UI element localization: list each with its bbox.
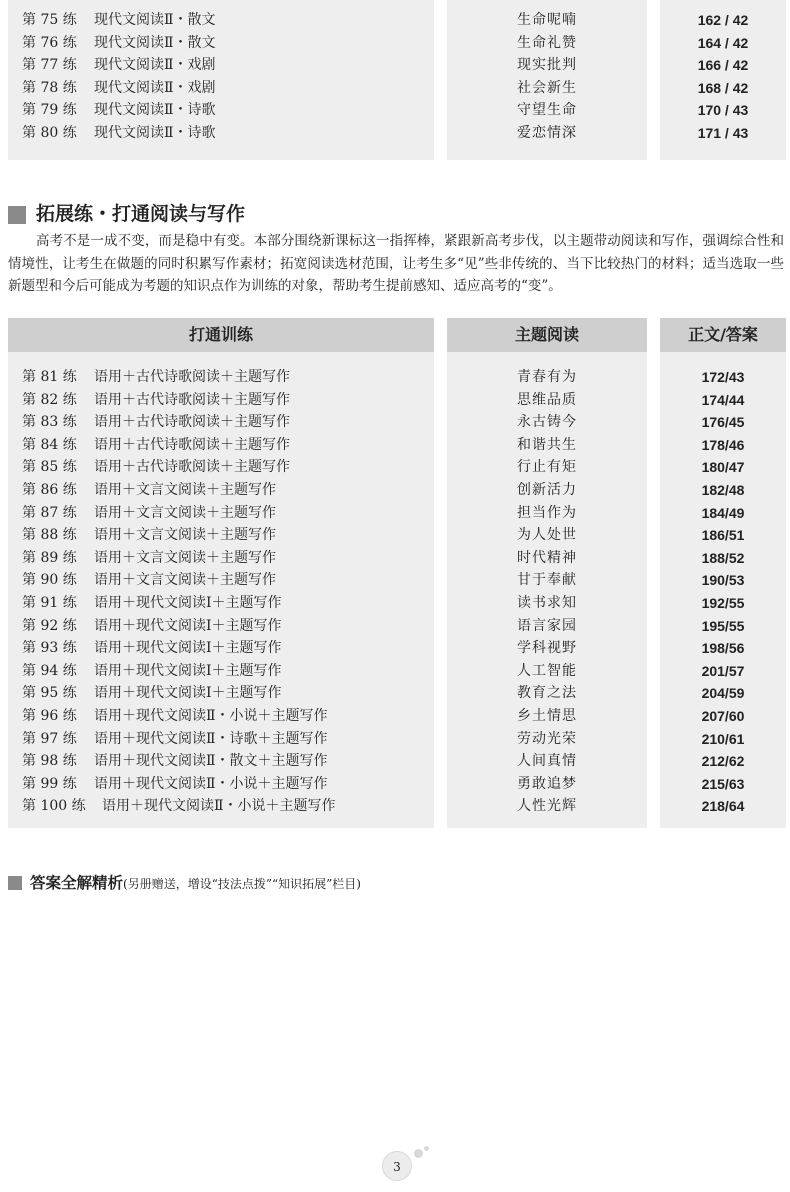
exercise-title: 现代文阅读Ⅱ・戏剧 [94, 57, 216, 74]
exercise-title: 语用＋现代文阅读Ⅰ＋主题写作 [94, 617, 282, 634]
exercise-label: 第 82 练 [22, 391, 77, 408]
page-number: 3 [382, 1151, 412, 1181]
exercise-title: 语用＋文言文阅读＋主题写作 [94, 481, 276, 498]
table-row [8, 434, 434, 457]
table-row [8, 615, 434, 638]
decorative-dot [414, 1149, 423, 1158]
theme-cell: 人工智能 [517, 662, 577, 679]
theme-cell: 思维品质 [517, 391, 577, 408]
exercise-label: 第 87 练 [22, 504, 77, 521]
top-table-training-column [8, 0, 434, 160]
table-row [8, 456, 434, 479]
page-cell: 170 / 43 [697, 102, 749, 119]
exercise-title: 现代文阅读Ⅱ・诗歌 [94, 124, 216, 141]
exercise-title: 语用＋文言文阅读＋主题写作 [94, 572, 276, 589]
exercise-title: 现代文阅读Ⅱ・诗歌 [94, 102, 216, 119]
exercise-label: 第 88 练 [22, 527, 77, 544]
page-cell: 207/60 [701, 707, 745, 724]
exercise-label: 第 80 练 [22, 124, 77, 141]
section-title: 拓展练・打通阅读与写作 [36, 203, 246, 225]
exercise-label: 第 90 练 [22, 572, 77, 589]
exercise-label: 第 97 练 [22, 730, 77, 747]
exercise-title: 语用＋文言文阅读＋主题写作 [94, 504, 276, 521]
theme-cell: 生命礼赞 [517, 34, 577, 51]
page-cell: 195/55 [701, 617, 745, 634]
theme-cell: 甘于奉献 [517, 572, 577, 589]
table-row [8, 54, 434, 77]
theme-cell: 人性光辉 [517, 798, 577, 815]
table-row [8, 660, 434, 683]
exercise-label: 第 95 练 [22, 685, 77, 702]
exercise-title: 语用＋古代诗歌阅读＋主题写作 [94, 459, 290, 476]
exercise-title: 语用＋文言文阅读＋主题写作 [94, 549, 276, 566]
exercise-label: 第 83 练 [22, 414, 77, 431]
page-cell: 166 / 42 [697, 57, 749, 74]
exercise-label: 第 77 练 [22, 57, 77, 74]
table-row [8, 569, 434, 592]
exercise-title: 语用＋现代文阅读Ⅱ・诗歌＋主题写作 [94, 730, 328, 747]
theme-cell: 读书求知 [517, 594, 577, 611]
main-table-theme-column [447, 318, 647, 828]
table-row [8, 411, 434, 434]
exercise-title: 语用＋现代文阅读Ⅱ・小说＋主题写作 [94, 707, 328, 724]
exercise-title: 语用＋现代文阅读Ⅰ＋主题写作 [94, 662, 282, 679]
page-cell: 210/61 [701, 730, 745, 747]
page-cell: 186/51 [701, 527, 745, 544]
table-row [8, 750, 434, 773]
exercise-title: 语用＋现代文阅读Ⅰ＋主题写作 [94, 640, 282, 657]
exercise-title: 语用＋文言文阅读＋主题写作 [94, 527, 276, 544]
exercise-title: 现代文阅读Ⅱ・散文 [94, 34, 216, 51]
exercise-label: 第 78 练 [22, 79, 77, 96]
header-theme: 主题阅读 [447, 318, 647, 352]
table-row [8, 32, 434, 55]
page-cell: 190/53 [701, 572, 745, 589]
exercise-title: 语用＋现代文阅读Ⅰ＋主题写作 [94, 685, 282, 702]
table-row [8, 524, 434, 547]
table-row [8, 728, 434, 751]
exercise-label: 第 89 练 [22, 549, 77, 566]
section-intro: 高考不是一成不变，而是稳中有变。本部分围绕新课标这一指挥棒，紧跟新高考步伐，以主题带动阅读和写作，强调综合性和情境性，让考生在做题的同时积累写作素材；拓宽阅读选材范围，让考生多“见”些非传统的、当下比较热门的材料；适当选取一些新题型和今后可能成为考题的知识点作为训练的对象，帮助考生提前感知、适应高考的“变”。 [8, 233, 784, 294]
exercise-label: 第 84 练 [22, 436, 77, 453]
page-cell: 204/59 [701, 685, 745, 702]
page-cell: 198/56 [701, 640, 745, 657]
page-cell: 162 / 42 [697, 12, 749, 28]
header-training: 打通训练 [8, 318, 434, 352]
top-table-theme-column [447, 0, 647, 160]
exercise-title: 语用＋古代诗歌阅读＋主题写作 [94, 414, 290, 431]
section-marker-icon [8, 876, 22, 890]
main-table-training-column [8, 318, 434, 828]
exercise-title: 语用＋古代诗歌阅读＋主题写作 [94, 369, 290, 385]
table-row [8, 9, 434, 32]
page-cell: 188/52 [701, 549, 745, 566]
theme-cell: 和谐共生 [517, 436, 577, 453]
page-cell: 171 / 43 [697, 124, 749, 141]
main-table-pages-column [660, 318, 786, 828]
table-row [8, 502, 434, 525]
answer-section-note: (另册赠送，增设“技法点拨”“知识拓展”栏目) [123, 877, 361, 891]
theme-cell: 担当作为 [517, 504, 577, 521]
exercise-title: 语用＋现代文阅读Ⅱ・小说＋主题写作 [94, 775, 328, 792]
theme-cell: 学科视野 [517, 640, 577, 657]
table-row [8, 592, 434, 615]
exercise-title: 语用＋古代诗歌阅读＋主题写作 [94, 436, 290, 453]
section-marker-icon [8, 206, 26, 224]
exercise-label: 第 76 练 [22, 34, 77, 51]
page-cell: 180/47 [701, 459, 745, 476]
exercise-label: 第 86 练 [22, 481, 77, 498]
table-row [8, 705, 434, 728]
exercise-label: 第 85 练 [22, 459, 77, 476]
theme-cell: 现实批判 [517, 57, 577, 74]
exercise-label: 第 92 练 [22, 617, 77, 634]
page-cell: 184/49 [701, 504, 745, 521]
page-cell: 192/55 [701, 594, 745, 611]
decorative-dot [424, 1146, 429, 1151]
theme-cell: 生命呢喃 [517, 12, 577, 28]
table-row [8, 682, 434, 705]
page-cell: 212/62 [701, 753, 745, 770]
theme-cell: 行止有矩 [517, 459, 577, 476]
exercise-label: 第 99 练 [22, 775, 77, 792]
theme-cell: 永古铸今 [517, 414, 577, 431]
table-row [8, 795, 434, 818]
exercise-title: 语用＋现代文阅读Ⅱ・散文＋主题写作 [94, 753, 328, 770]
exercise-label: 第 96 练 [22, 707, 77, 724]
page-cell: 218/64 [701, 798, 745, 815]
header-pages: 正文/答案 [660, 318, 786, 352]
exercise-title: 语用＋现代文阅读Ⅰ＋主题写作 [94, 594, 282, 611]
table-row [8, 637, 434, 660]
exercise-title: 语用＋古代诗歌阅读＋主题写作 [94, 391, 290, 408]
theme-cell: 人间真情 [517, 753, 577, 770]
exercise-label: 第 100 练 [22, 798, 86, 815]
theme-cell: 社会新生 [517, 79, 577, 96]
theme-cell: 勇敢追梦 [517, 775, 577, 792]
page-cell: 176/45 [701, 414, 745, 431]
page-cell: 201/57 [701, 662, 745, 679]
theme-cell: 创新活力 [517, 481, 577, 498]
exercise-label: 第 91 练 [22, 594, 77, 611]
exercise-label: 第 75 练 [22, 12, 77, 28]
exercise-label: 第 93 练 [22, 640, 77, 657]
top-table-pages-column [660, 0, 786, 160]
exercise-label: 第 94 练 [22, 662, 77, 679]
theme-cell: 青春有为 [517, 369, 577, 385]
page-cell: 172/43 [701, 369, 745, 385]
table-row [8, 547, 434, 570]
exercise-title: 语用＋现代文阅读Ⅱ・小说＋主题写作 [102, 798, 336, 815]
page-cell: 182/48 [701, 481, 745, 498]
theme-cell: 劳动光荣 [517, 730, 577, 747]
table-row [8, 773, 434, 796]
table-row [8, 122, 434, 145]
page-cell: 168 / 42 [697, 79, 749, 96]
theme-cell: 为人处世 [517, 527, 577, 544]
exercise-title: 现代文阅读Ⅱ・散文 [94, 12, 216, 28]
theme-cell: 时代精神 [517, 549, 577, 566]
theme-cell: 守望生命 [517, 102, 577, 119]
theme-cell: 爱恋情深 [517, 124, 577, 141]
theme-cell: 语言家园 [517, 617, 577, 634]
exercise-title: 现代文阅读Ⅱ・戏剧 [94, 79, 216, 96]
answer-section-heading [30, 872, 361, 895]
answer-section-title: 答案全解精析 [30, 874, 124, 892]
page-cell: 215/63 [701, 775, 745, 792]
theme-cell: 乡土情思 [517, 707, 577, 724]
theme-cell: 教育之法 [517, 685, 577, 702]
page-cell: 174/44 [701, 391, 745, 408]
table-row [8, 479, 434, 502]
table-row [8, 389, 434, 412]
exercise-label: 第 98 练 [22, 753, 77, 770]
page-cell: 164 / 42 [697, 34, 749, 51]
table-row [8, 99, 434, 122]
page-cell: 178/46 [701, 436, 745, 453]
exercise-label: 第 79 练 [22, 102, 77, 119]
table-row [8, 366, 434, 389]
exercise-label: 第 81 练 [22, 369, 77, 385]
table-row [8, 77, 434, 100]
